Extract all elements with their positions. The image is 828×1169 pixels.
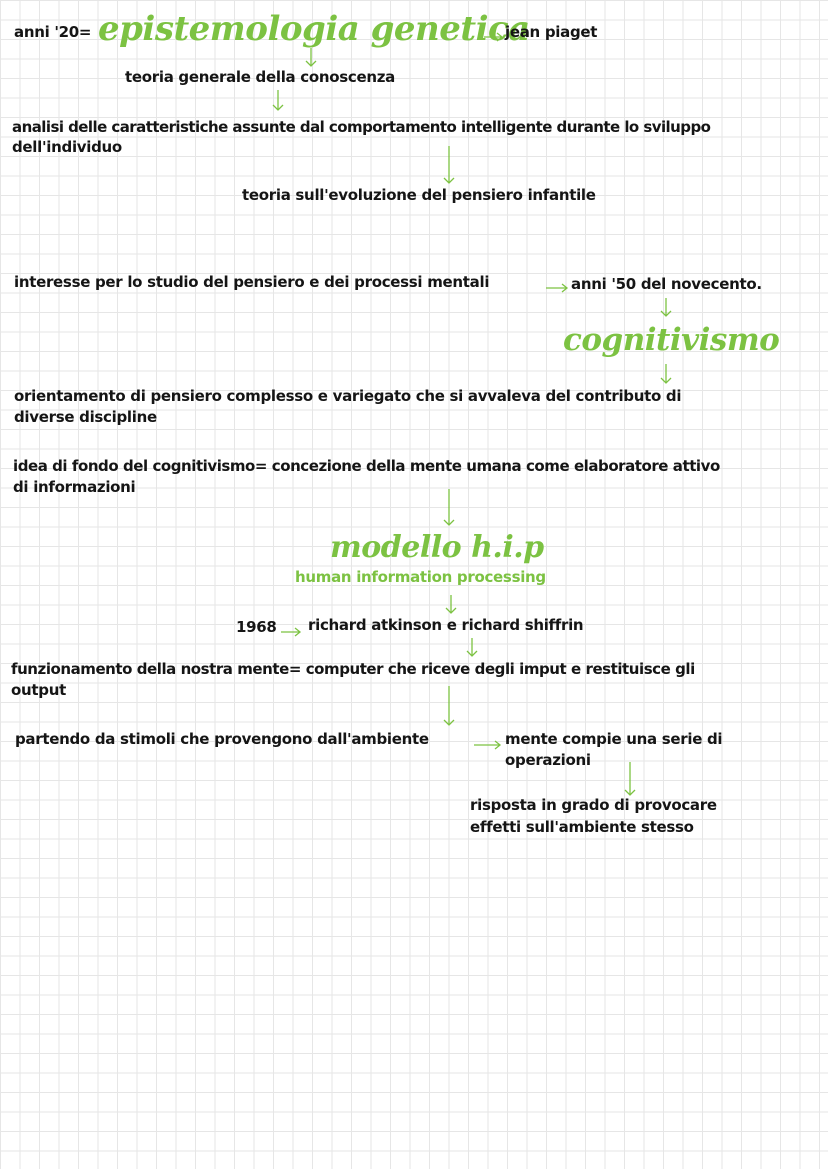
- mente-line-1: mente compie una serie di: [505, 730, 723, 748]
- label-partendo: partendo da stimoli che provengono dall'ambiente: [15, 730, 429, 748]
- label-teoria-generale: teoria generale della conoscenza: [125, 68, 395, 86]
- arrow-down-icon: [444, 146, 454, 183]
- idea-line-2: di informazioni: [13, 478, 136, 496]
- orientamento-line-1: orientamento di pensiero complesso e variegato che si avvaleva del contributo di: [14, 387, 682, 405]
- arrow-right-icon: [281, 628, 300, 636]
- arrow-down-icon: [273, 90, 283, 110]
- arrow-down-icon: [467, 638, 477, 656]
- arrow-down-icon: [444, 686, 454, 725]
- label-anni-20: anni '20=: [14, 23, 92, 41]
- arrow-down-icon: [661, 298, 671, 316]
- label-atkinson-shiffrin: richard atkinson e richard shiffrin: [308, 616, 584, 634]
- subtitle-human-information-processing: human information processing: [295, 568, 546, 586]
- title-epistemologia-genetica: epistemologia genetica: [98, 9, 530, 49]
- label-anni-50: anni '50 del novecento.: [571, 275, 762, 293]
- analisi-line-2: dell'individuo: [12, 138, 122, 156]
- mente-line-2: operazioni: [505, 751, 591, 769]
- label-interesse: interesse per lo studio del pensiero e dei processi mentali: [14, 273, 490, 291]
- idea-line-1: idea di fondo del cognitivismo= concezione della mente umana come elaboratore attivo: [13, 457, 720, 475]
- funzionamento-line-2: output: [11, 681, 66, 699]
- label-1968: 1968: [236, 618, 277, 636]
- orientamento-line-2: diverse discipline: [14, 408, 157, 426]
- arrow-down-icon: [446, 595, 456, 613]
- funzionamento-line-1: funzionamento della nostra mente= computer che riceve degli imput e restituisce gli: [11, 660, 695, 678]
- arrow-down-icon: [306, 48, 316, 66]
- risposta-line-1: risposta in grado di provocare: [470, 796, 717, 814]
- arrow-right-icon: [546, 284, 567, 292]
- label-jean-piaget: jean piaget: [505, 23, 598, 41]
- title-modello-hip: modello h.i.p: [330, 530, 544, 565]
- arrow-down-icon: [661, 364, 671, 383]
- risposta-line-2: effetti sull'ambiente stesso: [470, 818, 694, 836]
- title-cognitivismo: cognitivismo: [563, 322, 780, 358]
- arrow-down-icon: [625, 762, 635, 795]
- label-teoria-evoluzione: teoria sull'evoluzione del pensiero infantile: [242, 186, 596, 204]
- analisi-line-1: analisi delle caratteristiche assunte dal comportamento intelligente durante lo sviluppo: [12, 118, 711, 136]
- arrow-right-icon: [474, 741, 500, 749]
- arrow-down-icon: [444, 489, 454, 525]
